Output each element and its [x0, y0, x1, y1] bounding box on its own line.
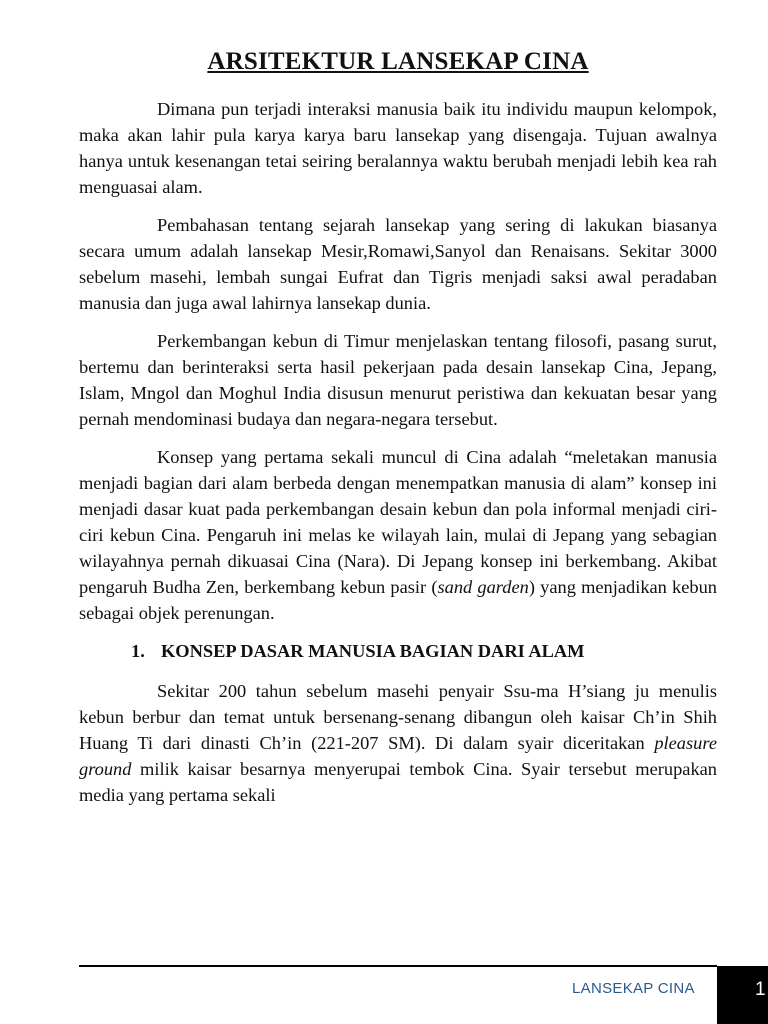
section-1-paragraph — [79, 678, 717, 808]
document-page — [79, 48, 717, 808]
page-number: 1 — [755, 979, 766, 1000]
section-1-italic: pleasure ground — [79, 733, 717, 779]
section-1-heading — [79, 638, 717, 664]
paragraph-4-text-b: ) yang menjadikan kebun sebagai objek perenungan. — [79, 577, 717, 623]
section-1-text-b: milik kaisar besarnya menyerupai tembok Cina. Syair tersebut merupakan media yang pertama sekali — [79, 759, 717, 805]
paragraph-4-italic: sand garden — [437, 577, 529, 597]
footer-rule — [79, 965, 717, 967]
section-1-title: KONSEP DASAR MANUSIA BAGIAN DARI ALAM — [161, 641, 585, 661]
section-1-number: 1. — [131, 641, 145, 661]
footer-label: LANSEKAP CINA — [572, 980, 695, 997]
paragraph-4-text-a: Konsep yang pertama sekali muncul di Cina adalah “meletakan manusia menjadi bagian dari alam berbeda dengan menempatkan manusia di alam” konsep ini menjadi dasar kuat pada perkembangan desain kebun dan pola informal menjadi ciri-ciri kebun Cina. Pengaruh ini melas ke wilayah lain, mulai di Jepang yang sebagian wilayahnya pernah dikuasai Cina (Nara). Di Jepang konsep ini berkembang. Akibat pengaruh Budha Zen, berkembang kebun pasir ( — [79, 447, 717, 597]
paragraph-4 — [79, 444, 717, 626]
paragraph-2: Pembahasan tentang sejarah lansekap yang sering di lakukan biasanya secara umum adalah lansekap Mesir,Romawi,Sanyol dan Renaisans. Sekitar 3000 sebelum masehi, lembah sungai Eufrat dan Tigris menjadi saksi awal peradaban manusia dan juga awal lahirnya lansekap dunia. — [79, 215, 717, 313]
paragraph-1: Dimana pun terjadi interaksi manusia baik itu individu maupun kelompok, maka akan lahir pula karya karya baru lansekap yang disengaja. Tujuan awalnya hanya untuk kesenangan tetai seiring beralannya waktu berubah menjadi lebih kea rah menguasai alam. — [79, 99, 717, 197]
paragraph-3: Perkembangan kebun di Timur menjelaskan tentang filosofi, pasang surut, bertemu dan berinteraksi serta hasil pekerjaan pada desain lansekap Cina, Jepang, Islam, Mngol dan Moghul India disusun menurut peristiwa dan kekuatan besar yang pernah mendominasi budaya dan negara-negara tersebut. — [79, 331, 717, 429]
document-title: ARSITEKTUR LANSEKAP CINA — [207, 48, 589, 75]
page-number-box — [717, 966, 768, 1024]
section-1-text-a: Sekitar 200 tahun sebelum masehi penyair Ssu-ma H’siang ju menulis kebun berbur dan temat untuk bersenang-senang dibangun oleh kaisar Ch’in Shih Huang Ti dari dinasti Ch’in (221-207 SM). Di dalam syair diceritakan — [79, 681, 717, 753]
